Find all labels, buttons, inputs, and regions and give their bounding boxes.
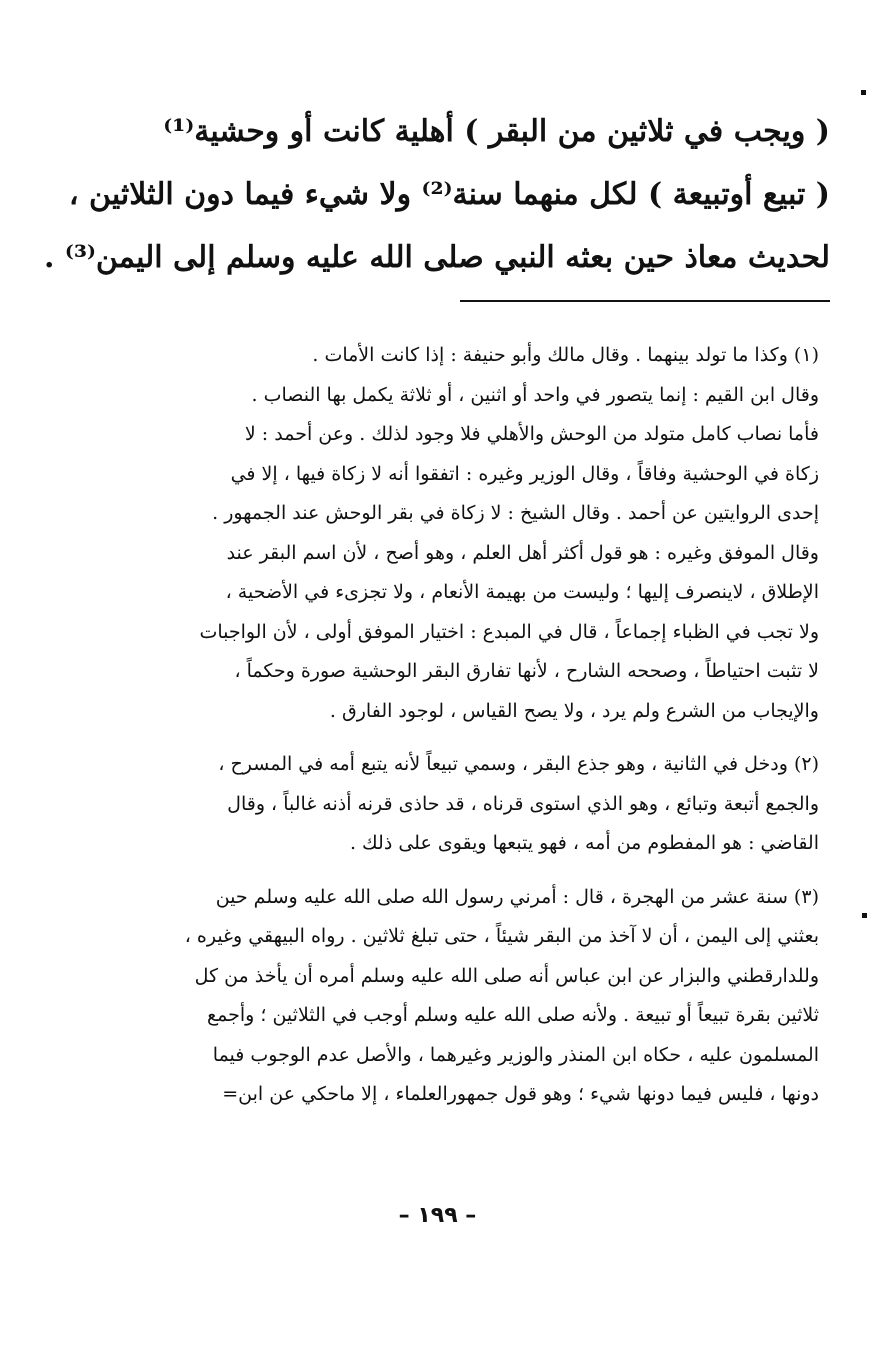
footnote-line: ثلاثين بقرة تبيعاً أو تبيعة . ولأنه صلى الله عليه وسلم أوجب في الثلاثين ؛ وأجمع [207,1004,819,1026]
scan-speck [861,90,866,95]
main-text-line: لحديث معاذ حين بعثه النبي صلى الله عليه وسلم إلى اليمن⁽³⁾ . [43,240,830,275]
footnote-line: وقال ابن القيم : إنما يتصور في واحد أو اثنين ، أو ثلاثة يكمل بها النصاب . [251,383,819,406]
footnote-line: (٢) ودخل في الثانية ، وهو جذع البقر ، وسمي تبيعاً لأنه يتبع أمه في المسرح ، [218,753,819,775]
footnote-line: (١) وكذا ما تولد بينهما . وقال مالك وأبو حنيفة : إذا كانت الأمات . [312,344,819,366]
footnote-line: إحدى الروايتين عن أحمد . وقال الشيخ : لا زكاة في بقر الوحش عند الجمهور . [212,502,819,524]
footnote-line: ولا تجب في الظباء إجماعاً ، قال في المبدع : اختيار الموفق أولى ، لأن الواجبات [199,620,819,643]
footnote-line: وللدارقطني والبزار عن ابن عباس أنه صلى الله عليه وسلم أمره أن يأخذ من كل [194,964,819,987]
footnote-line: لا تثبت احتياطاً ، وصححه الشارح ، لأنها تفارق البقر الوحشية صورة وحكماً ، [234,660,819,682]
footnote-line: المسلمون عليه ، حكاه ابن المنذر والوزير وغيرهما ، والأصل عدم الوجوب فيما [212,1043,819,1066]
footnote-3 [65,878,819,1115]
footnote-1 [65,336,819,731]
scan-speck [862,913,867,918]
footnote-line: زكاة في الوحشية وفاقاً ، وقال الوزير وغيره : اتفقوا أنه لا زكاة فيها ، إلا في [230,462,819,485]
footnote-line: والإيجاب من الشرع ولم يرد ، ولا يصح القياس ، لوجود الفارق . [329,699,819,722]
main-text-line: ( تبيع أوتبيعة ) لكل منهما سنة⁽²⁾ ولا شيء فيما دون الثلاثين ، [68,177,830,212]
main-text-line: ( ويجب في ثلاثين من البقر ) أهلية كانت أو وحشية⁽¹⁾ [163,114,830,149]
footnote-line: (٣) سنة عشر من الهجرة ، قال : أمرني رسول الله صلى الله عليه وسلم حين [215,885,819,908]
footnote-2 [65,745,819,864]
footnote-line: دونها ، فليس فيما دونها شيء ؛ وهو قول جمهورالعلماء ، إلا ماحكي عن ابن= [222,1083,819,1105]
footnote-divider [460,300,830,302]
footnote-line: القاضي : هو المفطوم من أمه ، فهو يتبعها ويقوى على ذلك . [349,832,819,854]
page-number: – ١٩٩ – [398,1203,477,1228]
footnote-line: والجمع أتبعة وتبائع ، وهو الذي استوى قرناه ، قد حاذى قرنه أذنه غالباً ، وقال [227,792,819,815]
footnote-line: وقال الموفق وغيره : هو قول أكثر أهل العلم ، وهو أصح ، لأن اسم البقر عند [226,541,819,564]
footnote-line: فأما نصاب كامل متولد من الوحش والأهلي فلا وجود لذلك . وعن أحمد : لا [244,423,819,445]
footnotes [65,336,819,1115]
footnote-line: بعثني إلى اليمن ، أن لا آخذ من البقر شيئاً ، حتى تبلغ ثلاثين . رواه البيهقي وغيره ، [184,925,819,947]
footnote-line: الإطلاق ، لاينصرف إليها ؛ وليست من بهيمة الأنعام ، ولا تجزىء في الأضحية ، [225,581,819,603]
main-text [40,100,830,289]
